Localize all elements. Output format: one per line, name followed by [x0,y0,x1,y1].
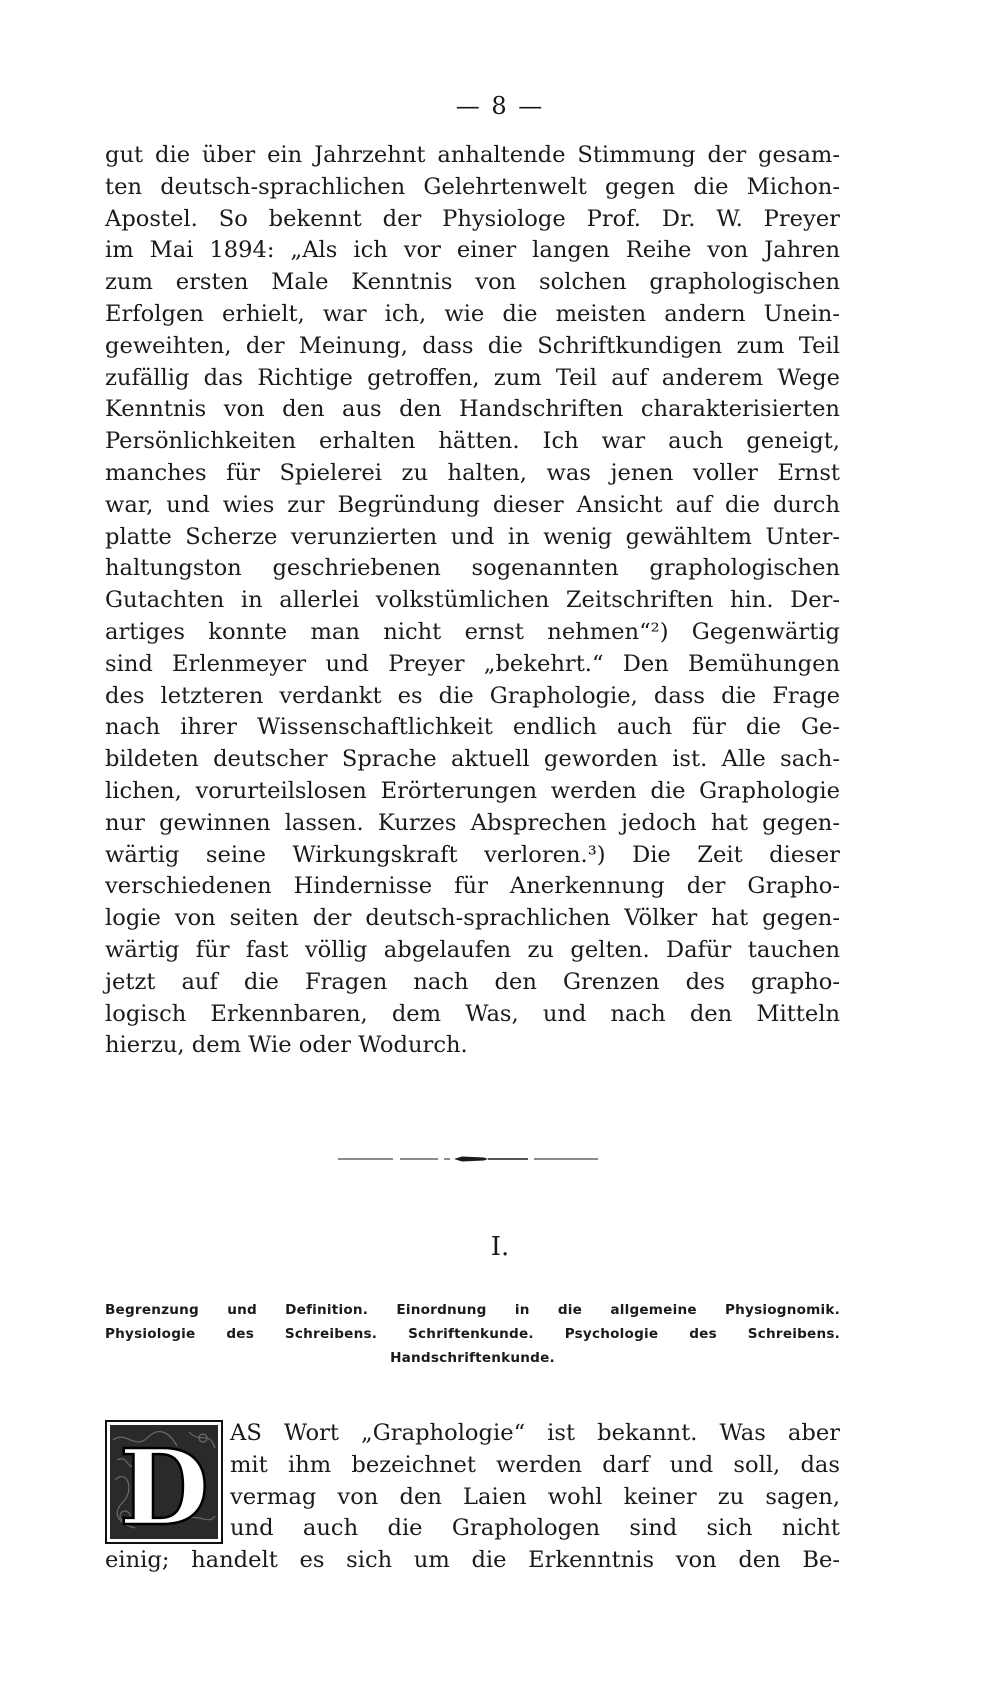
text-line: war, und wies zur Begründung dieser Ansicht auf die durch [105,491,840,518]
text-line: verschiedenen Hindernisse für Anerkennung der Grapho- [105,873,840,900]
text-line: jetzt auf die Fragen nach den Grenzen des grapho- [105,968,840,995]
text-line: des letzteren verdankt es die Graphologie, dass die Frage [105,682,840,709]
text-line: sind Erlenmeyer und Preyer „bekehrt.“ Den Bemühungen [105,650,840,677]
text-line: Apostel. So bekennt der Physiologe Prof. Dr. W. Preyer [105,205,840,232]
decorated-initial [105,1420,223,1544]
text-line: manches für Spielerei zu halten, was jenen voller Ernst [105,459,840,486]
section-numeral: I. [490,1232,510,1262]
text-line: vermag von den Laien wohl keiner zu sagen, [230,1483,840,1510]
text-line: nach ihrer Wissenschaftlichkeit endlich auch für die Ge- [105,714,840,741]
summary-line: Handschriftenkunde. [390,1350,555,1366]
body-paragraph [105,140,840,1062]
text-line: im Mai 1894: „Als ich vor einer langen Reihe von Jahren [105,237,840,264]
text-line: einig; handelt es sich um die Erkenntnis von den Be- [105,1547,840,1574]
summary-line: Begrenzung und Definition. Einordnung in die allgemeine Physiognomik. [105,1302,840,1318]
text-line: gut die über ein Jahrzehnt anhaltende Stimmung der gesam- [105,142,840,168]
summary-line: Physiologie des Schreibens. Schriftenkunde. Psychologie des Schreibens. [105,1326,840,1342]
text-line: Persönlichkeiten erhalten hätten. Ich war auch geneigt, [105,428,840,455]
text-line: bildeten deutscher Sprache aktuell geworden ist. Alle sach- [105,746,840,773]
text-line: zum ersten Male Kenntnis von solchen graphologischen [105,269,840,296]
text-line: wärtig für fast völlig abgelaufen zu gelten. Dafür tauchen [105,936,840,963]
text-line: nur gewinnen lassen. Kurzes Absprechen jedoch hat gegen- [105,809,840,836]
text-line: AS Wort „Graphologie“ ist bekannt. Was aber [230,1420,840,1446]
text-line: Erfolgen erhielt, war ich, wie die meisten andern Unein- [105,300,840,327]
text-line: und auch die Graphologen sind sich nicht [230,1515,840,1542]
text-line: haltungston geschriebenen sogenannten graphologischen [105,555,840,582]
text-line: platte Scherze verunzierten und in wenig gewähltem Unter- [105,523,840,550]
text-line: mit ihm bezeichnet werden darf und soll, das [230,1451,840,1478]
text-line: hierzu, dem Wie oder Wodurch. [105,1032,468,1059]
text-line: geweihten, der Meinung, dass die Schriftkundigen zum Teil [105,332,840,359]
section-summary [105,1298,840,1370]
text-line: Gutachten in allerlei volkstümlichen Zeitschriften hin. Der- [105,587,840,614]
section-divider-ornament [338,1155,598,1163]
page-number: — 8 — [455,92,545,120]
text-line: logie von seiten der deutsch-sprachlichen Völker hat gegen- [105,905,840,932]
text-line: Kenntnis von den aus den Handschriften charakterisierten [105,396,840,423]
text-line: zufällig das Richtige getroffen, zum Teil auf anderem Wege [105,364,840,391]
text-line: logisch Erkennbaren, dem Was, und nach den Mitteln [105,1000,840,1027]
initial-letter: D [118,1426,210,1544]
text-line: wärtig seine Wirkungskraft verloren.³) Die Zeit dieser [105,841,840,868]
text-line: lichen, vorurteilslosen Erörterungen werden die Graphologie [105,777,840,804]
chapter-opening [105,1418,840,1577]
text-line: artiges konnte man nicht ernst nehmen“²) Gegenwärtig [105,618,840,645]
text-line: ten deutsch-sprachlichen Gelehrtenwelt gegen die Michon- [105,173,840,200]
